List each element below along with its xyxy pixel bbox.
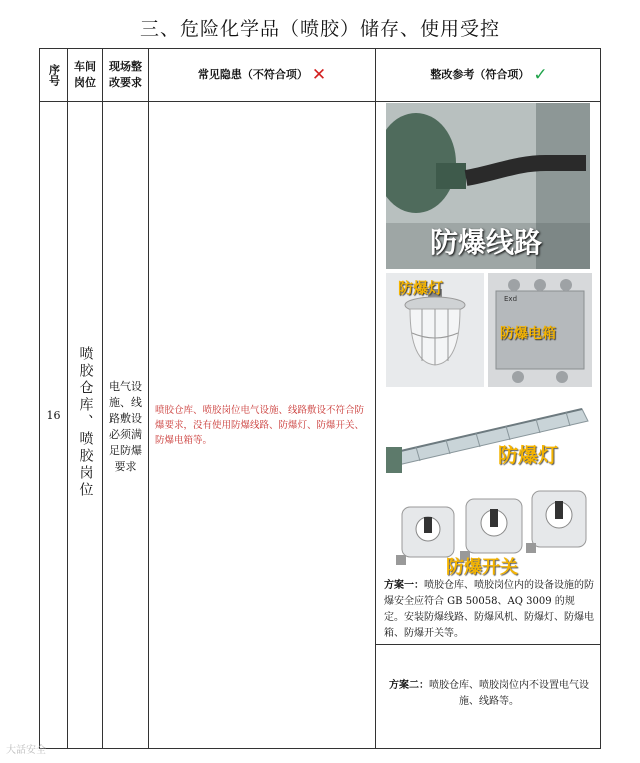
wiring-caption: 防爆线路 [430,226,543,259]
box-exd-label: Exd [504,295,518,303]
explosion-proof-tube-lamp-photo [386,391,592,483]
switch-caption: 防爆开关 [446,557,518,578]
header-seq-label: 序号 [47,64,61,86]
row-post-text: 喷胶仓库、喷胶岗位 [77,345,94,499]
header-post [68,49,102,101]
explosion-proof-lamp-photo [386,273,484,387]
col-divider [148,49,149,748]
header-reference-label: 整改参考（符合项） [430,68,530,81]
cross-icon: ✕ [311,65,327,85]
check-icon: ✓ [533,65,548,85]
page-title: 三、危险化学品（喷胶）储存、使用受控 [139,18,500,40]
plan-one-text: 喷胶仓库、喷胶岗位内的设备设施的防爆安全应符合 GB 50058、AQ 3009 的规定。安装防爆线路、防爆风机、防爆灯、防爆电箱、防爆开关等。 [384,580,594,639]
box-caption: 防爆电箱 [500,326,556,342]
watermark: 大話安全 [6,745,46,756]
plan-one [376,578,602,642]
row-hazard: 喷胶仓库、喷胶岗位电气设施、线路敷设不符合防爆要求，没有使用防爆线路、防爆灯、防爆开关、防爆电箱等。 [155,405,365,446]
tube-lamp-illustration [386,391,592,483]
row-post [68,101,103,750]
hazard-table [39,48,601,749]
header-require [103,49,148,101]
plan-two-label: 方案二： [389,680,429,691]
explosion-proof-switch-photo [386,485,592,577]
explosion-proof-box-photo [488,273,592,387]
lamp-caption: 防爆灯 [398,279,444,297]
plan-divider [376,644,600,645]
plan-two-text: 喷胶仓库、喷胶岗位内不设置电气设施、线路等。 [429,680,589,707]
header-require-label: 现场整改要求 [109,60,142,89]
tube-lamp-caption: 防爆灯 [498,443,558,467]
header-post-label: 车间岗位 [74,60,96,89]
header-hazard [149,49,375,101]
header-seq [40,49,67,101]
explosion-proof-wiring-photo [386,103,590,269]
plan-one-label: 方案一： [384,580,424,591]
row-number: 16 [46,409,61,422]
row-requirement: 电气设施、线路敷设必须满足防爆要求 [109,380,142,473]
header-hazard-label: 常见隐患（不符合项） [197,68,308,81]
header-divider [40,101,600,102]
plan-two [376,678,602,710]
header-reference [376,49,602,101]
